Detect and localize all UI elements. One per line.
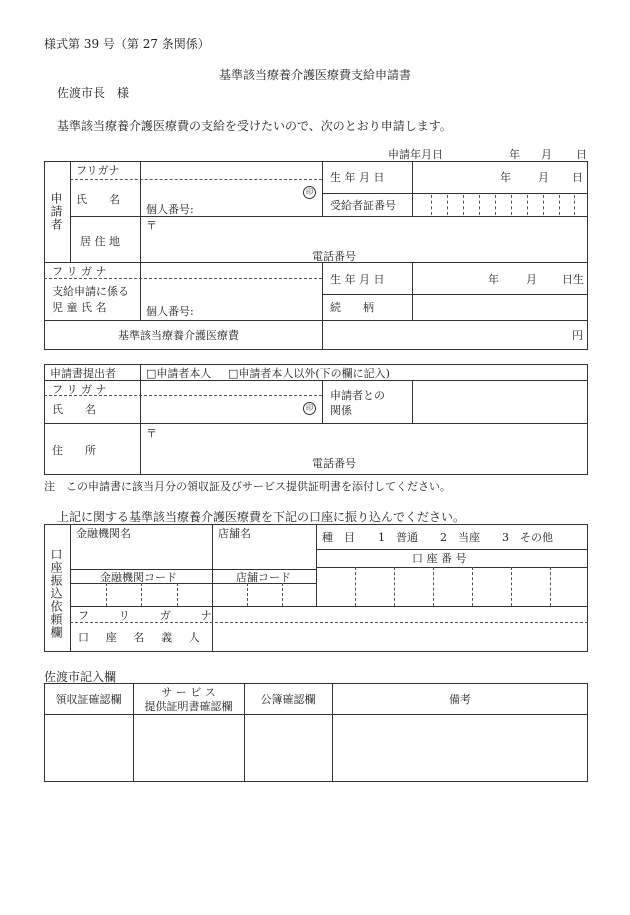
child-individual-number-label: 個人番号: [146, 305, 194, 318]
office-cell-remarks[interactable] [333, 715, 587, 781]
office-col-receipt: 領収証確認欄 [55, 693, 122, 706]
account-type-label: 種 目 [322, 531, 355, 544]
child-birth-day[interactable]: 日生 [562, 273, 584, 286]
account-number-label: 口 座 番 号 [412, 552, 467, 565]
addressee: 佐渡市長 様 [57, 86, 130, 100]
submitter-postal-mark: 〒 [146, 427, 157, 440]
expense-unit: 円 [572, 329, 583, 342]
branch-name-label: 店舗名 [218, 527, 251, 540]
form-title: 基準該当療養介護医療費支給申請書 [218, 68, 411, 82]
branch-code-label: 店舗コード [236, 571, 291, 584]
applicant-phone-label: 電話番号 [312, 250, 356, 263]
application-date-year[interactable]: 年 [509, 148, 520, 161]
bank-code-label: 金融機関コード [100, 571, 177, 584]
office-cell-registry[interactable] [245, 715, 331, 781]
office-col-service-1: サ ー ビ ス [161, 686, 216, 699]
submitter-relation-label-2: 関係 [330, 404, 352, 417]
applicant-birth-year[interactable]: 年 [500, 171, 511, 184]
submitter-seal-mark: 印 [303, 402, 316, 415]
applicant-birth-label: 生 年 月 日 [330, 171, 385, 184]
office-cell-receipt[interactable] [45, 715, 132, 781]
applicant-section-label: 申請者 [49, 192, 63, 231]
bank-furigana-label: フ リ ガ ナ [78, 609, 225, 622]
submitter-label: 申請書提出者 [50, 367, 116, 380]
child-relation-label: 続 柄 [330, 301, 374, 314]
intro-text: 基準該当療養介護医療費の支給を受けたいので、次のとおり申請します。 [57, 119, 452, 133]
office-cell-service[interactable] [134, 715, 243, 781]
applicant-birth-month[interactable]: 月 [538, 171, 549, 184]
applicant-seal-mark: 印 [303, 186, 316, 199]
office-col-remarks: 備考 [449, 693, 471, 706]
submitter-address-label: 住 所 [52, 444, 96, 457]
recipient-cert-label: 受給者証番号 [330, 199, 396, 212]
submitter-furigana-label: フ リ ガ ナ [52, 383, 107, 396]
submitter-phone-label: 電話番号 [312, 457, 356, 470]
office-col-service-2: 提供証明書確認欄 [144, 700, 233, 713]
applicant-individual-number-label: 個人番号: [146, 203, 194, 216]
office-col-registry: 公簿確認欄 [260, 693, 316, 706]
bank-side-label: 口座振込依頼欄 [49, 548, 63, 639]
child-name-label-2: 児 童 氏 名 [52, 301, 107, 314]
applicant-postal-mark: 〒 [146, 219, 157, 232]
child-birth-label: 生 年 月 日 [330, 273, 385, 286]
office-section-title: 佐渡市記入欄 [44, 670, 117, 684]
applicant-address-label: 居 住 地 [80, 235, 120, 248]
submitter-name-label: 氏 名 [52, 403, 96, 416]
child-birth-year[interactable]: 年 [488, 273, 499, 286]
submitter-option-other[interactable]: □申請者本人以外(下の欄に記入) [228, 367, 390, 380]
application-date-month[interactable]: 月 [541, 148, 552, 161]
applicant-birth-day[interactable]: 日 [572, 171, 583, 184]
application-date-label: 申請年月日 [388, 148, 443, 161]
child-name-label-1: 支給申請に係る [52, 285, 129, 298]
submitter-option-self[interactable]: □申請者本人 [146, 367, 212, 380]
attachment-note: 注 この申請書に該当月分の領収証及びサービス提供証明書を添付してください。 [44, 480, 451, 493]
child-birth-month[interactable]: 月 [526, 273, 537, 286]
application-date-day[interactable]: 日 [576, 148, 587, 161]
applicant-furigana-label: フリガナ [76, 164, 120, 177]
bank-name-label: 金融機関名 [76, 527, 131, 540]
bank-intro: 上記に関する基準該当療養介護医療費を下記の口座に振り込んでください。 [57, 510, 466, 524]
expense-label: 基準該当療養介護医療費 [118, 329, 239, 342]
form-number: 様式第 39 号（第 27 条関係） [44, 37, 210, 51]
child-furigana-label: フ リ ガ ナ [52, 265, 107, 278]
applicant-name-label: 氏 名 [76, 193, 120, 206]
submitter-relation-label-1: 申請者との [330, 389, 385, 402]
account-type-options[interactable]: 1 普通 2 当座 3 その他 [378, 531, 553, 544]
account-holder-label: 口 座 名 義 人 [78, 631, 207, 644]
applicant-furigana-field[interactable] [140, 162, 322, 179]
